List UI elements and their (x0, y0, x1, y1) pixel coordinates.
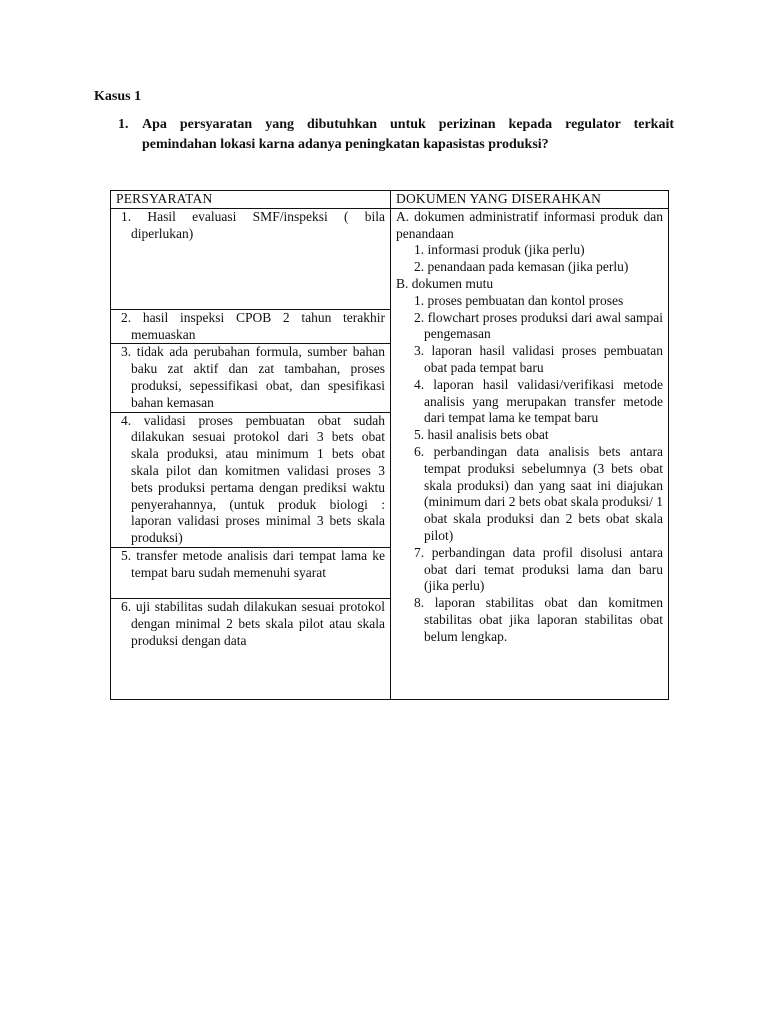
table-row (111, 208, 669, 309)
document-item: 7. perbandingan data profil disolusi antara obat dari temat produksi lama dan baru (jika perlu) (414, 544, 663, 594)
document-group-heading: A. dokumen administratif informasi produk dan penandaan (396, 208, 663, 241)
requirement-item: 4. validasi proses pembuatan obat sudah dilakukan sesuai protokol dari 3 bets obat skala produksi, atau minimum 1 bets obat skala pilot dan komitmen validasi proses 3 bets produksi pertama dengan prediksi waktu penyerahannya, (untuk produk biologi : laporan validasi proses minimal 3 bets skala produksi) (121, 412, 385, 546)
requirement-cell (111, 412, 391, 547)
requirements-table (110, 190, 669, 700)
requirement-item: 3. tidak ada perubahan formula, sumber bahan baku zat aktif dan zat tambahan, proses produksi, sepessifikasi obat, dan spesifikasi bahan kemasan (121, 344, 385, 410)
document-item: 8. laporan stabilitas obat dan komitmen stabilitas obat jika laporan stabilitas obat belum lengkap. (414, 595, 663, 644)
document-item: 3. laporan hasil validasi proses pembuatan obat pada tempat baru (414, 343, 663, 375)
header-requirements: PERSYARATAN (111, 191, 391, 209)
requirement-cell (111, 344, 391, 412)
requirement-item: 5. transfer metode analisis dari tempat lama ke tempat baru sudah memenuhi syarat (121, 547, 385, 580)
requirement-cell (111, 208, 391, 309)
requirement-cell (111, 598, 391, 699)
document-item: 4. laporan hasil validasi/verifikasi metode analisis yang merupakan transfer metode dari tempat lama ke tempat baru (414, 376, 663, 426)
document-item: 1. proses pembuatan dan kontol proses (414, 292, 624, 308)
document-group-heading: B. dokumen mutu (396, 275, 494, 291)
documents-cell (391, 208, 669, 699)
document-item: 1. informasi produk (jika perlu) (414, 242, 585, 258)
requirement-item: 2. hasil inspeksi CPOB 2 tahun terakhir memuaskan (121, 309, 385, 342)
document-item: 5. hasil analisis bets obat (414, 427, 549, 443)
table-header-row (111, 191, 669, 209)
requirement-item: 1. Hasil evaluasi SMF/inspeksi ( bila diperlukan) (121, 208, 385, 241)
question-text: Apa persyaratan yang dibutuhkan untuk perizinan kepada regulator terkait pemindahan lokasi karna adanya peningkatan kapasistas produksi? (142, 117, 674, 152)
question-number: 1. (118, 117, 129, 132)
requirement-item: 6. uji stabilitas sudah dilakukan sesuai protokol dengan minimal 2 bets skala pilot atau skala produksi dengan data (121, 598, 385, 648)
case-title: Kasus 1 (94, 89, 142, 104)
header-documents: DOKUMEN YANG DISERAHKAN (391, 191, 669, 209)
question (118, 115, 674, 155)
document-item: 2. flowchart proses produksi dari awal sampai pengemasan (414, 309, 663, 342)
requirement-cell (111, 309, 391, 344)
requirement-cell (111, 547, 391, 598)
document-item: 2. penandaan pada kemasan (jika perlu) (414, 259, 629, 275)
document-item: 6. perbandingan data analisis bets antara tempat produksi sebelumnya (3 bets obat skala produksi) dan yang saat ini diajukan (minimum dari 2 bets obat skala produksi/ 1 obat skala produksi dan 2 bets obat skala pilot) (414, 443, 663, 543)
